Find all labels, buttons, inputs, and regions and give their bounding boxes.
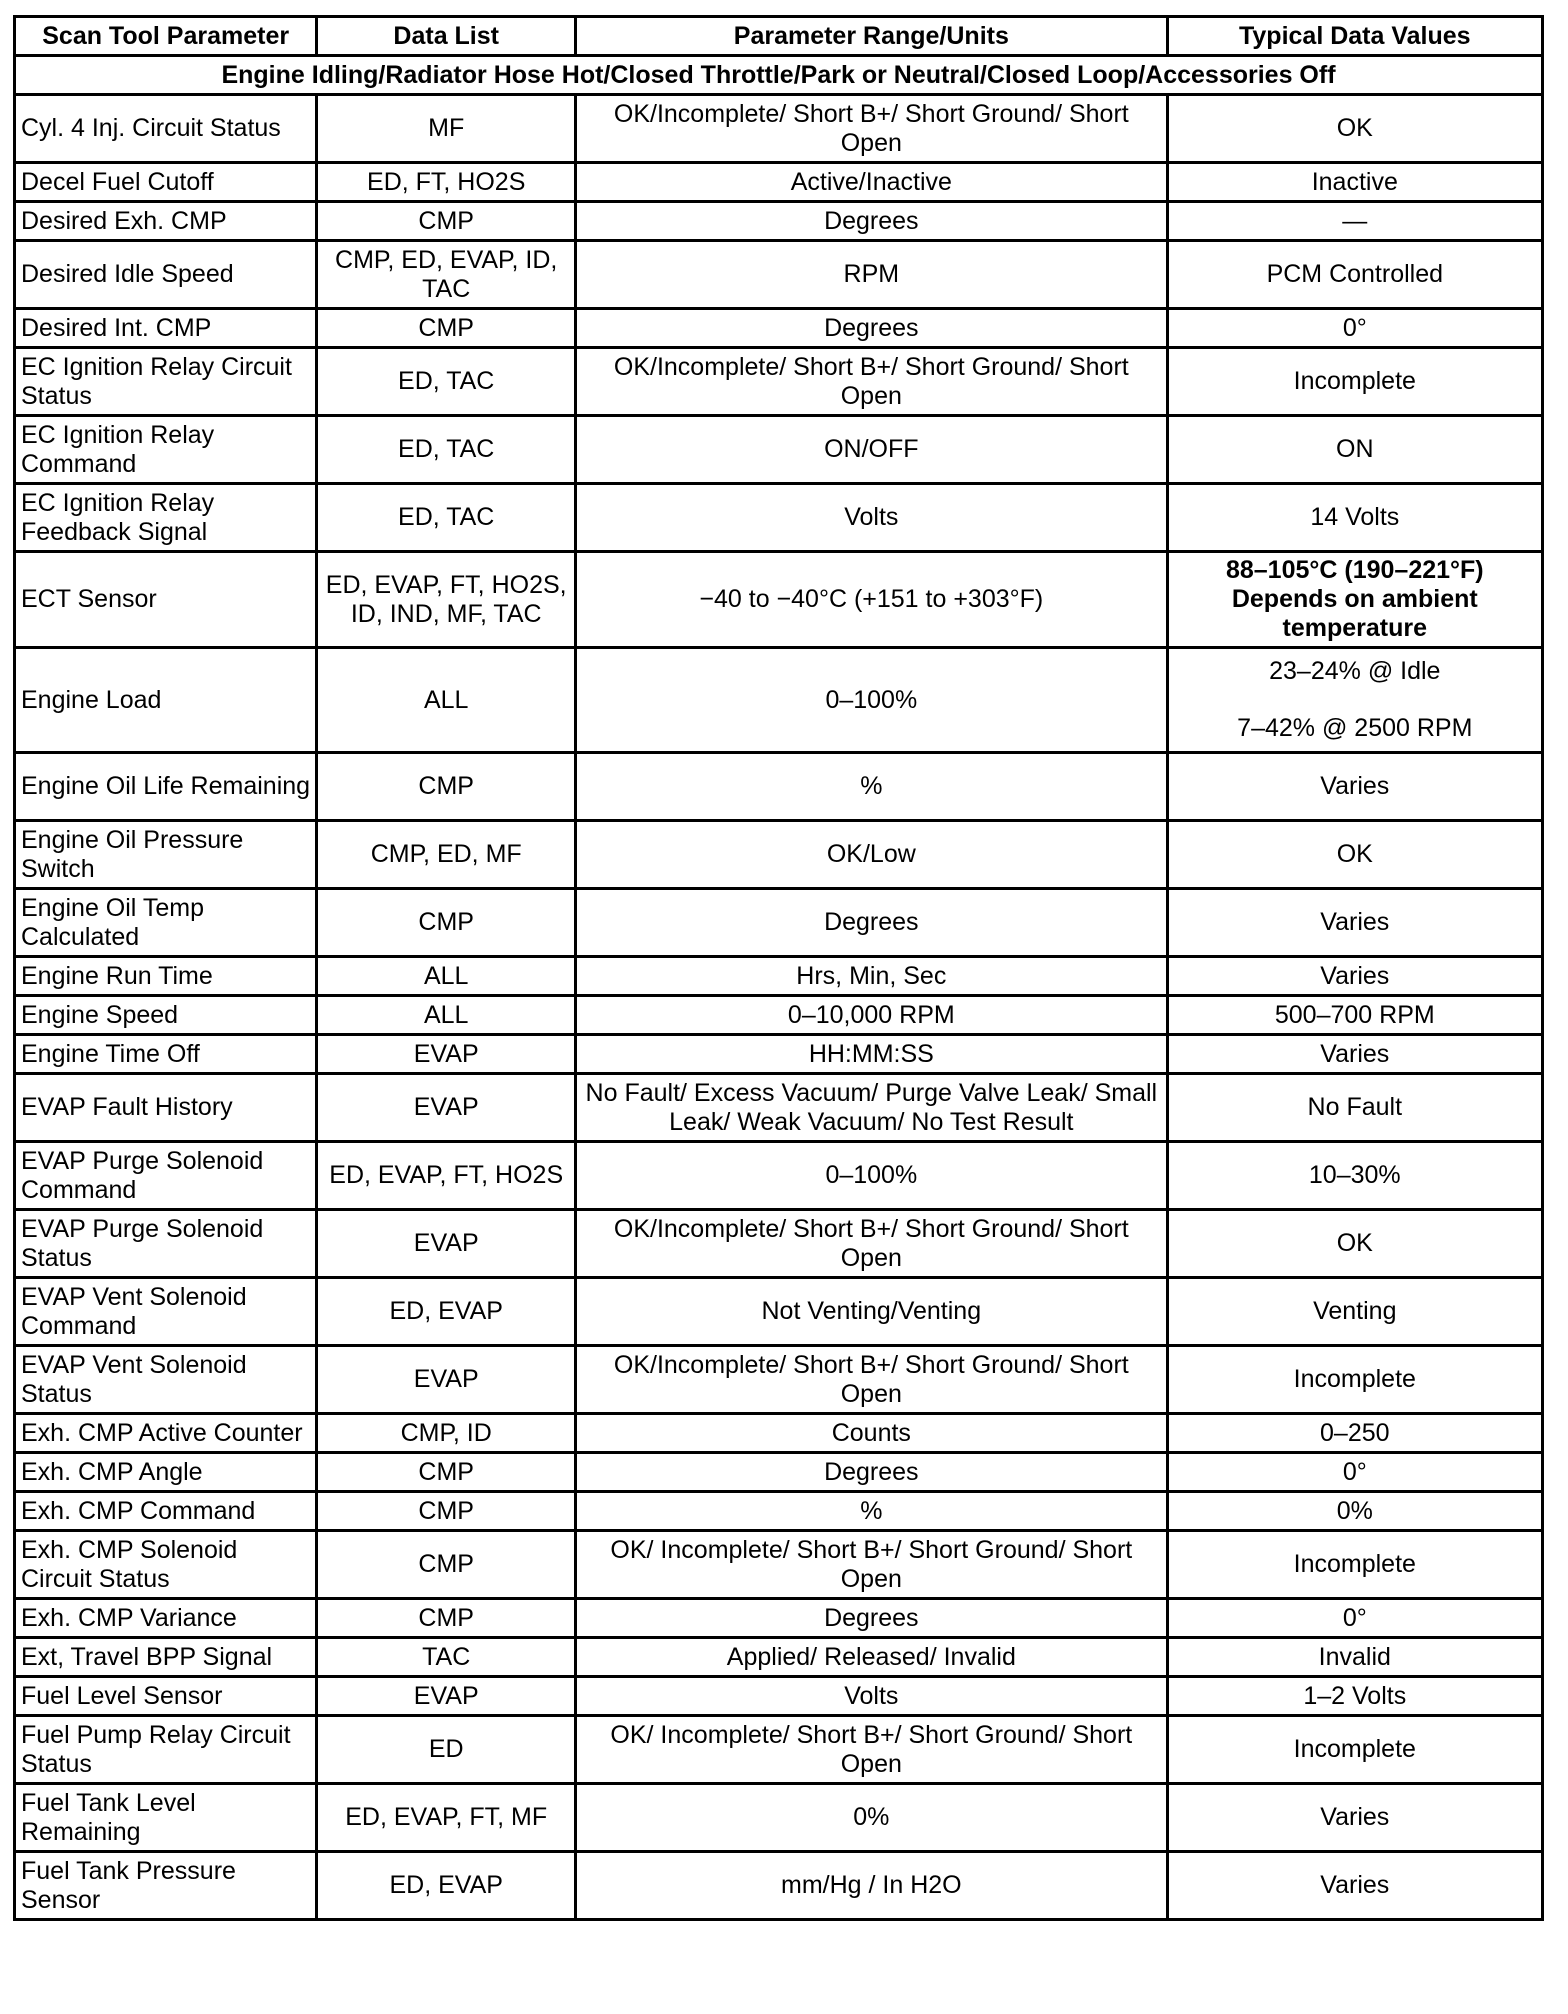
cell-parameter-range: OK/Low xyxy=(576,821,1168,889)
cell-scan-tool-parameter: Decel Fuel Cutoff xyxy=(15,163,317,202)
cell-data-list: CMP xyxy=(317,1531,576,1599)
cell-data-list: ALL xyxy=(317,996,576,1035)
cell-data-list: MF xyxy=(317,95,576,163)
cell-typical-value: Varies xyxy=(1167,1784,1542,1852)
header-parameter-range-units: Parameter Range/Units xyxy=(576,17,1168,56)
table-row xyxy=(15,1599,1543,1638)
cell-parameter-range: Degrees xyxy=(576,1599,1168,1638)
cell-data-list: CMP, ED, EVAP, ID, TAC xyxy=(317,241,576,309)
cell-scan-tool-parameter: Ext, Travel BPP Signal xyxy=(15,1638,317,1677)
cell-parameter-range: 0–10,000 RPM xyxy=(576,996,1168,1035)
cell-typical-value: 500–700 RPM xyxy=(1167,996,1542,1035)
cell-parameter-range: Degrees xyxy=(576,889,1168,957)
table-row xyxy=(15,1784,1543,1852)
cell-data-list: CMP xyxy=(317,1599,576,1638)
cell-data-list: ED, TAC xyxy=(317,484,576,552)
cell-typical-value: Varies xyxy=(1167,1852,1542,1920)
cell-typical-value: Incomplete xyxy=(1167,1531,1542,1599)
cell-data-list: EVAP xyxy=(317,1035,576,1074)
cell-typical-value: 10–30% xyxy=(1167,1142,1542,1210)
table-row xyxy=(15,309,1543,348)
cell-typical-value: ON xyxy=(1167,416,1542,484)
table-row xyxy=(15,1492,1543,1531)
cell-scan-tool-parameter: Exh. CMP Variance xyxy=(15,1599,317,1638)
table-row xyxy=(15,957,1543,996)
table-row xyxy=(15,1677,1543,1716)
table-row xyxy=(15,753,1543,821)
cell-parameter-range: No Fault/ Excess Vacuum/ Purge Valve Leak/ Small Leak/ Weak Vacuum/ No Test Result xyxy=(576,1074,1168,1142)
cell-parameter-range: OK/Incomplete/ Short B+/ Short Ground/ Short Open xyxy=(576,95,1168,163)
cell-data-list: CMP, ID xyxy=(317,1414,576,1453)
cell-parameter-range: 0–100% xyxy=(576,1142,1168,1210)
cell-data-list: ED, TAC xyxy=(317,348,576,416)
cell-parameter-range: ON/OFF xyxy=(576,416,1168,484)
cell-typical-value: OK xyxy=(1167,1210,1542,1278)
cell-parameter-range: Volts xyxy=(576,1677,1168,1716)
cell-parameter-range: 0–100% xyxy=(576,648,1168,753)
table-row xyxy=(15,996,1543,1035)
table-row xyxy=(15,648,1543,753)
cell-data-list: ED, FT, HO2S xyxy=(317,163,576,202)
cell-typical-value: 0° xyxy=(1167,309,1542,348)
cell-data-list: EVAP xyxy=(317,1210,576,1278)
cell-scan-tool-parameter: Engine Run Time xyxy=(15,957,317,996)
cell-scan-tool-parameter: Cyl. 4 Inj. Circuit Status xyxy=(15,95,317,163)
cell-scan-tool-parameter: EVAP Purge Solenoid Status xyxy=(15,1210,317,1278)
cell-data-list: ED, EVAP, FT, HO2S, ID, IND, MF, TAC xyxy=(317,552,576,648)
cell-scan-tool-parameter: Fuel Tank Level Remaining xyxy=(15,1784,317,1852)
cell-scan-tool-parameter: Engine Speed xyxy=(15,996,317,1035)
cell-typical-value: Varies xyxy=(1167,957,1542,996)
cell-typical-value: 14 Volts xyxy=(1167,484,1542,552)
cell-typical-value: 0° xyxy=(1167,1453,1542,1492)
cell-scan-tool-parameter: Desired Int. CMP xyxy=(15,309,317,348)
cell-data-list: ED, EVAP xyxy=(317,1278,576,1346)
cell-parameter-range: Applied/ Released/ Invalid xyxy=(576,1638,1168,1677)
cell-data-list: EVAP xyxy=(317,1677,576,1716)
cell-scan-tool-parameter: ECT Sensor xyxy=(15,552,317,648)
cell-scan-tool-parameter: Engine Oil Pressure Switch xyxy=(15,821,317,889)
cell-typical-value: Inactive xyxy=(1167,163,1542,202)
table-row xyxy=(15,1074,1543,1142)
table-row xyxy=(15,1453,1543,1492)
table-row xyxy=(15,552,1543,648)
table-row xyxy=(15,889,1543,957)
cell-parameter-range: Active/Inactive xyxy=(576,163,1168,202)
cell-parameter-range: Counts xyxy=(576,1414,1168,1453)
cell-parameter-range: 0% xyxy=(576,1784,1168,1852)
table-row xyxy=(15,1142,1543,1210)
cell-scan-tool-parameter: EC Ignition Relay Circuit Status xyxy=(15,348,317,416)
table-row xyxy=(15,1210,1543,1278)
table-row xyxy=(15,1414,1543,1453)
cell-scan-tool-parameter: Engine Load xyxy=(15,648,317,753)
table-row xyxy=(15,1716,1543,1784)
header-row xyxy=(15,17,1543,56)
cell-parameter-range: Hrs, Min, Sec xyxy=(576,957,1168,996)
table-row xyxy=(15,95,1543,163)
cell-data-list: ED, EVAP, FT, MF xyxy=(317,1784,576,1852)
cell-typical-value: 0% xyxy=(1167,1492,1542,1531)
cell-data-list: EVAP xyxy=(317,1346,576,1414)
cell-parameter-range: OK/ Incomplete/ Short B+/ Short Ground/ Short Open xyxy=(576,1716,1168,1784)
cell-parameter-range: RPM xyxy=(576,241,1168,309)
table-row xyxy=(15,1278,1543,1346)
cell-scan-tool-parameter: EVAP Vent Solenoid Status xyxy=(15,1346,317,1414)
table-row xyxy=(15,416,1543,484)
cell-parameter-range: Degrees xyxy=(576,202,1168,241)
cell-data-list: CMP xyxy=(317,1453,576,1492)
cell-typical-value: Varies xyxy=(1167,753,1542,821)
cell-data-list: CMP xyxy=(317,753,576,821)
cell-data-list: EVAP xyxy=(317,1074,576,1142)
cell-typical-value: Incomplete xyxy=(1167,1716,1542,1784)
cell-typical-value: PCM Controlled xyxy=(1167,241,1542,309)
cell-scan-tool-parameter: Fuel Pump Relay Circuit Status xyxy=(15,1716,317,1784)
cell-parameter-range: % xyxy=(576,753,1168,821)
cell-data-list: ED, EVAP xyxy=(317,1852,576,1920)
cell-scan-tool-parameter: EVAP Fault History xyxy=(15,1074,317,1142)
cell-data-list: ED, TAC xyxy=(317,416,576,484)
table-row xyxy=(15,1035,1543,1074)
table-row xyxy=(15,821,1543,889)
cell-scan-tool-parameter: EC Ignition Relay Feedback Signal xyxy=(15,484,317,552)
cell-parameter-range: OK/Incomplete/ Short B+/ Short Ground/ Short Open xyxy=(576,1210,1168,1278)
table-row xyxy=(15,1346,1543,1414)
cell-data-list: TAC xyxy=(317,1638,576,1677)
cell-parameter-range: Volts xyxy=(576,484,1168,552)
cell-typical-value: Incomplete xyxy=(1167,348,1542,416)
header-scan-tool-parameter: Scan Tool Parameter xyxy=(15,17,317,56)
table-row xyxy=(15,1852,1543,1920)
cell-typical-value: Venting xyxy=(1167,1278,1542,1346)
cell-data-list: ALL xyxy=(317,648,576,753)
cell-data-list: ED, EVAP, FT, HO2S xyxy=(317,1142,576,1210)
cell-scan-tool-parameter: Engine Oil Life Remaining xyxy=(15,753,317,821)
cell-typical-value: 23–24% @ Idle 7–42% @ 2500 RPM xyxy=(1167,648,1542,753)
cell-scan-tool-parameter: Desired Idle Speed xyxy=(15,241,317,309)
cell-typical-value: OK xyxy=(1167,821,1542,889)
cell-scan-tool-parameter: Fuel Tank Pressure Sensor xyxy=(15,1852,317,1920)
cell-typical-value: Varies xyxy=(1167,1035,1542,1074)
table-row xyxy=(15,241,1543,309)
cell-typical-value: 0° xyxy=(1167,1599,1542,1638)
cell-parameter-range: OK/Incomplete/ Short B+/ Short Ground/ Short Open xyxy=(576,1346,1168,1414)
cell-parameter-range: −40 to −40°C (+151 to +303°F) xyxy=(576,552,1168,648)
cell-data-list: CMP xyxy=(317,1492,576,1531)
cell-typical-value: Invalid xyxy=(1167,1638,1542,1677)
cell-data-list: CMP xyxy=(317,309,576,348)
scan-tool-data-table xyxy=(13,15,1544,1921)
cell-scan-tool-parameter: Engine Oil Temp Calculated xyxy=(15,889,317,957)
table-row xyxy=(15,1638,1543,1677)
cell-scan-tool-parameter: Exh. CMP Solenoid Circuit Status xyxy=(15,1531,317,1599)
cell-parameter-range: OK/ Incomplete/ Short B+/ Short Ground/ Short Open xyxy=(576,1531,1168,1599)
cell-typical-value: Incomplete xyxy=(1167,1346,1542,1414)
cell-scan-tool-parameter: Exh. CMP Command xyxy=(15,1492,317,1531)
cell-typical-value: 1–2 Volts xyxy=(1167,1677,1542,1716)
cell-typical-value: Varies xyxy=(1167,889,1542,957)
cell-parameter-range: Degrees xyxy=(576,1453,1168,1492)
table-row xyxy=(15,484,1543,552)
cell-typical-value: No Fault xyxy=(1167,1074,1542,1142)
header-typical-data-values: Typical Data Values xyxy=(1167,17,1542,56)
cell-parameter-range: % xyxy=(576,1492,1168,1531)
table-row xyxy=(15,163,1543,202)
cell-parameter-range: mm/Hg / In H2O xyxy=(576,1852,1168,1920)
cell-scan-tool-parameter: EC Ignition Relay Command xyxy=(15,416,317,484)
cell-scan-tool-parameter: Exh. CMP Active Counter xyxy=(15,1414,317,1453)
table-row xyxy=(15,1531,1543,1599)
cell-parameter-range: HH:MM:SS xyxy=(576,1035,1168,1074)
cell-scan-tool-parameter: Engine Time Off xyxy=(15,1035,317,1074)
cell-typical-value: OK xyxy=(1167,95,1542,163)
cell-data-list: ALL xyxy=(317,957,576,996)
cell-scan-tool-parameter: EVAP Vent Solenoid Command xyxy=(15,1278,317,1346)
cell-scan-tool-parameter: Exh. CMP Angle xyxy=(15,1453,317,1492)
cell-parameter-range: Not Venting/Venting xyxy=(576,1278,1168,1346)
cell-scan-tool-parameter: Desired Exh. CMP xyxy=(15,202,317,241)
cell-data-list: CMP, ED, MF xyxy=(317,821,576,889)
operating-condition: Engine Idling/Radiator Hose Hot/Closed Throttle/Park or Neutral/Closed Loop/Accessories Off xyxy=(15,56,1543,95)
cell-scan-tool-parameter: EVAP Purge Solenoid Command xyxy=(15,1142,317,1210)
cell-data-list: ED xyxy=(317,1716,576,1784)
cell-parameter-range: Degrees xyxy=(576,309,1168,348)
table-row xyxy=(15,348,1543,416)
cell-typical-value: 88–105°C (190–221°F) Depends on ambient temperature xyxy=(1167,552,1542,648)
cell-scan-tool-parameter: Fuel Level Sensor xyxy=(15,1677,317,1716)
cell-data-list: CMP xyxy=(317,202,576,241)
header-data-list: Data List xyxy=(317,17,576,56)
table-row xyxy=(15,202,1543,241)
cell-parameter-range: OK/Incomplete/ Short B+/ Short Ground/ Short Open xyxy=(576,348,1168,416)
condition-row xyxy=(15,56,1543,95)
cell-typical-value: — xyxy=(1167,202,1542,241)
cell-data-list: CMP xyxy=(317,889,576,957)
cell-typical-value: 0–250 xyxy=(1167,1414,1542,1453)
